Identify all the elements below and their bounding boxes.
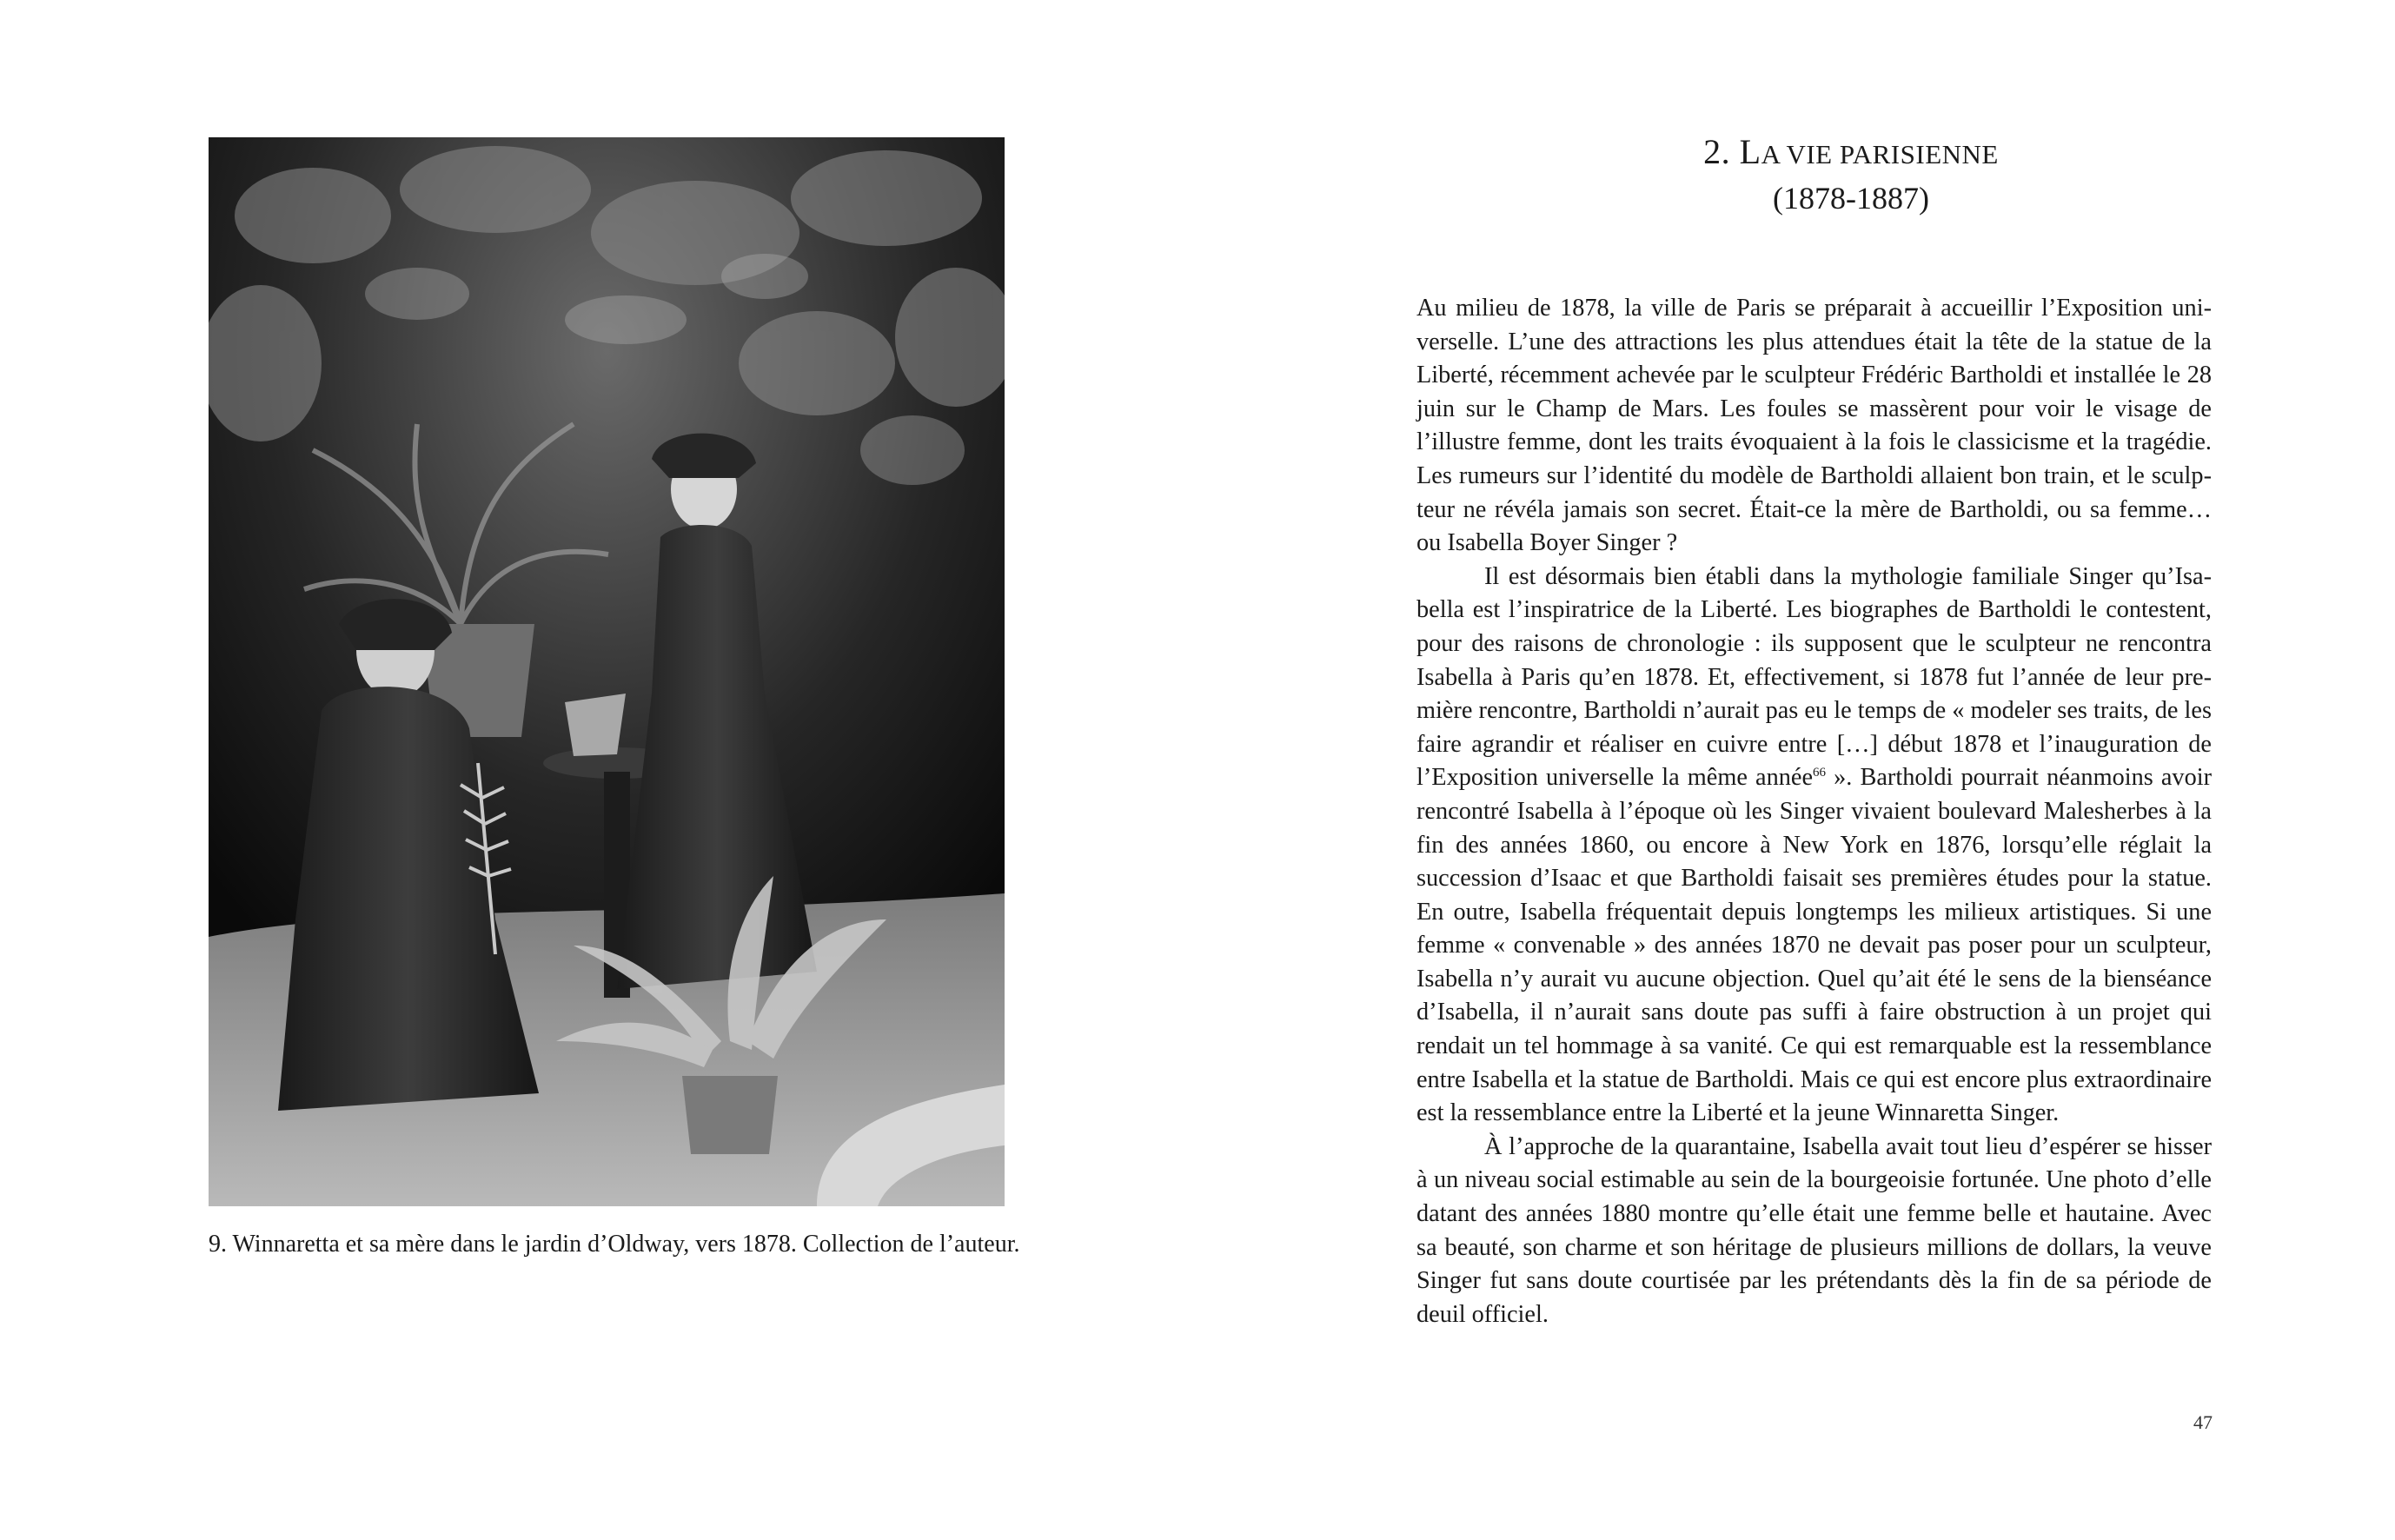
chapter-title-rest: A VIE PARISIENNE xyxy=(1761,139,1999,169)
chapter-dates: (1878-1887) xyxy=(1773,181,1929,216)
paragraph: Au milieu de 1878, la ville de Paris se préparait à accueillir l’Exposition universelle. L’une des attractions les plus attendues était la tête de la statue de la Liberté, récemment achevée par le sculpteur Frédéric Bartholdi et installée le 28 juin sur le Champ de Mars. Les foules se massèrent pour voir le visage de l’illustre femme, dont les traits évoquaient à la fois le classicisme et la tragédie. Les rumeurs sur l’identité du modèle de Bartholdi allaient bon train, et le sculpteur ne révéla jamais son secret. Était-ce la mère de Bartholdi, ou sa femme… ou Isabella Boyer Singer ? xyxy=(1416,295,2212,557)
page-number: 47 xyxy=(2193,1411,2213,1433)
chapter-number: 2. xyxy=(1703,132,1731,171)
chapter-title xyxy=(1416,130,2286,220)
paragraph: À l’approche de la quarantaine, Isabella avait tout lieu d’espérer se hisser à un niveau social estimable au sein de la bourgeoisie fortunée. Une photo d’elle datant des années 1880 montre qu’elle était une femme belle et hautaine. Avec sa beauté, son charme et son héritage de plusieurs millions de dollars, la veuve Singer fut sans doute courtisée par les prétendants dès la fin de sa période de deuil officiel. xyxy=(1416,1132,2212,1328)
photograph-icon xyxy=(209,137,1005,1206)
chapter-body xyxy=(1416,292,2212,1331)
paragraph: Il est désormais bien établi dans la mythologie familiale Singer qu’Isabella est l’inspiratrice de la Liberté. Les biographes de Bartholdi le contestent, pour des raisons de chronologie : ils supposent que le sculpteur ne rencontra Isabella à Paris qu’en 1878. Et, effectivement, si 1878 fut l’année de leur première rencontre, Bartholdi n’aurait pas eu le temps de « modeler ses traits, de les faire agrandir et réaliser en cuivre entre […] début 1878 et l’inauguration de l’Exposition universelle la même année$^{66}$ ». Bartholdi pourrait néanmoins avoir rencontré Isabella à l’époque où les Singer vivaient boulevard Malesherbes à la fin des années 1860, ou encore à New York en 1876, lorsqu’elle réglait la succession d’Isaac et que Bartholdi faisait ses premières études pour la statue. En outre, Isabella fréquentait depuis longtemps les milieux artistiques. Si une femme « convenable » des années 1870 ne devait pas poser pour un sculpteur, Isabella n’y aurait vu aucune objection. Quel qu’ait été le sens de la bienséance d’Isabella, il n’aurait sans doute pas suffi à faire obstruction à un projet qui rendait un tel hommage à sa vanité. Ce qui est remarquable est la ressemblance entre Isabella et la statue de Bartholdi. Mais ce qui est encore plus extraordinaire est la ressemblance entre la Liberté et la jeune Winnaretta Singer. xyxy=(1416,562,2212,1127)
footnote-reference[interactable]: 66 xyxy=(1813,766,1827,780)
chapter-title-initial: L xyxy=(1739,132,1761,171)
photo-caption: 9. Winnaretta et sa mère dans le jardin d’Oldway, vers 1878. Collection de l’auteur. xyxy=(209,1231,1020,1258)
chapter-heading xyxy=(1416,130,2286,176)
garden-photograph xyxy=(209,137,1005,1206)
